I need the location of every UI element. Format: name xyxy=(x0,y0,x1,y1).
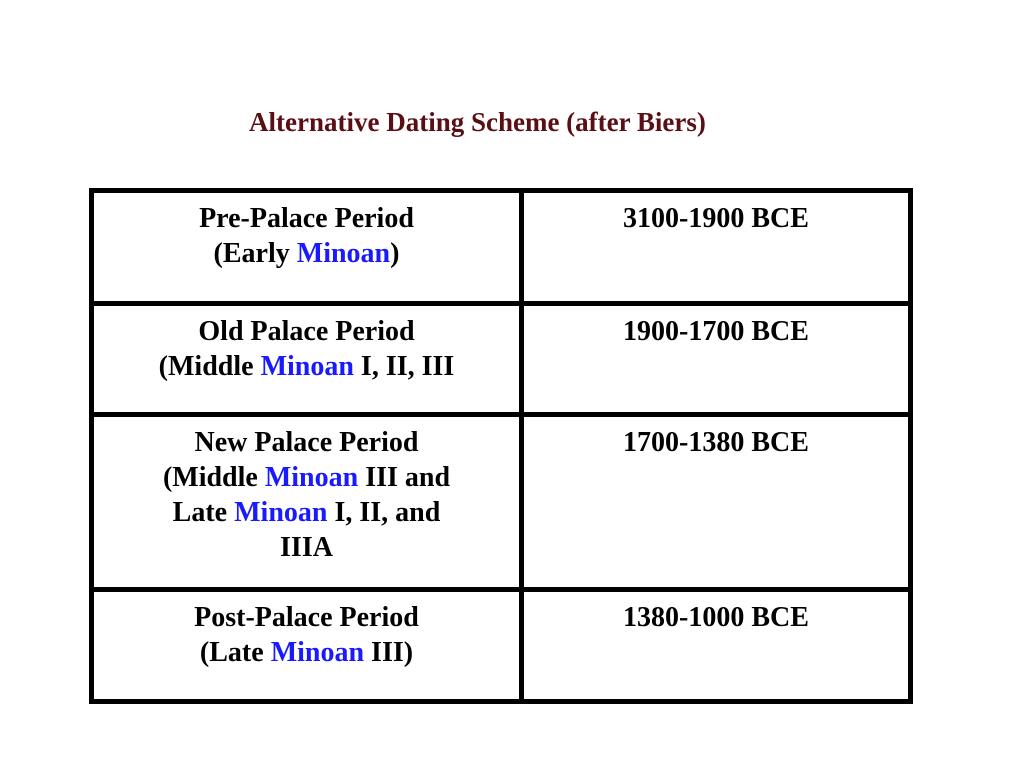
period-text: (Early xyxy=(213,238,297,269)
dating-table xyxy=(89,188,913,704)
period-line xyxy=(106,460,507,495)
dates-cell: 1380-1000 BCE xyxy=(522,590,911,702)
period-line xyxy=(106,236,507,271)
period-highlight-text: Minoan xyxy=(270,637,365,668)
period-cell xyxy=(92,415,522,590)
period-text: Late xyxy=(172,497,235,528)
dating-table-body xyxy=(92,191,911,702)
period-line xyxy=(106,314,507,349)
period-highlight-text: Minoan xyxy=(264,462,359,493)
period-line xyxy=(106,495,507,530)
period-text: Old Palace Period xyxy=(198,316,415,347)
table-row xyxy=(92,191,911,304)
dates-cell: 1700-1380 BCE xyxy=(522,415,911,590)
period-cell xyxy=(92,191,522,304)
period-text: IIIA xyxy=(280,532,333,563)
period-cell xyxy=(92,304,522,415)
period-highlight-text: Minoan xyxy=(234,497,328,528)
period-highlight-text: Minoan xyxy=(296,238,391,269)
dates-cell: 3100-1900 BCE xyxy=(522,191,911,304)
period-cell xyxy=(92,590,522,702)
period-line xyxy=(106,600,507,635)
period-text: ) xyxy=(390,238,400,269)
table-row xyxy=(92,304,911,415)
period-line xyxy=(106,635,507,670)
table-row xyxy=(92,415,911,590)
period-line xyxy=(106,530,507,565)
period-text: III and xyxy=(358,462,451,493)
period-line xyxy=(106,349,507,384)
period-text: III) xyxy=(364,637,414,668)
period-text: (Middle xyxy=(158,351,261,382)
period-text: I, II, III xyxy=(353,351,455,382)
period-text: I, II, and xyxy=(327,497,441,528)
dates-cell: 1900-1700 BCE xyxy=(522,304,911,415)
period-text: New Palace Period xyxy=(194,427,419,458)
period-line xyxy=(106,201,507,236)
period-line xyxy=(106,425,507,460)
period-highlight-text: Minoan xyxy=(260,351,354,382)
period-text: (Middle xyxy=(162,462,265,493)
slide-title: Alternative Dating Scheme (after Biers) xyxy=(249,107,706,137)
table-row xyxy=(92,590,911,702)
period-text: (Late xyxy=(199,637,271,668)
period-text: Pre-Palace Period xyxy=(199,203,414,234)
period-text: Post-Palace Period xyxy=(194,602,419,633)
